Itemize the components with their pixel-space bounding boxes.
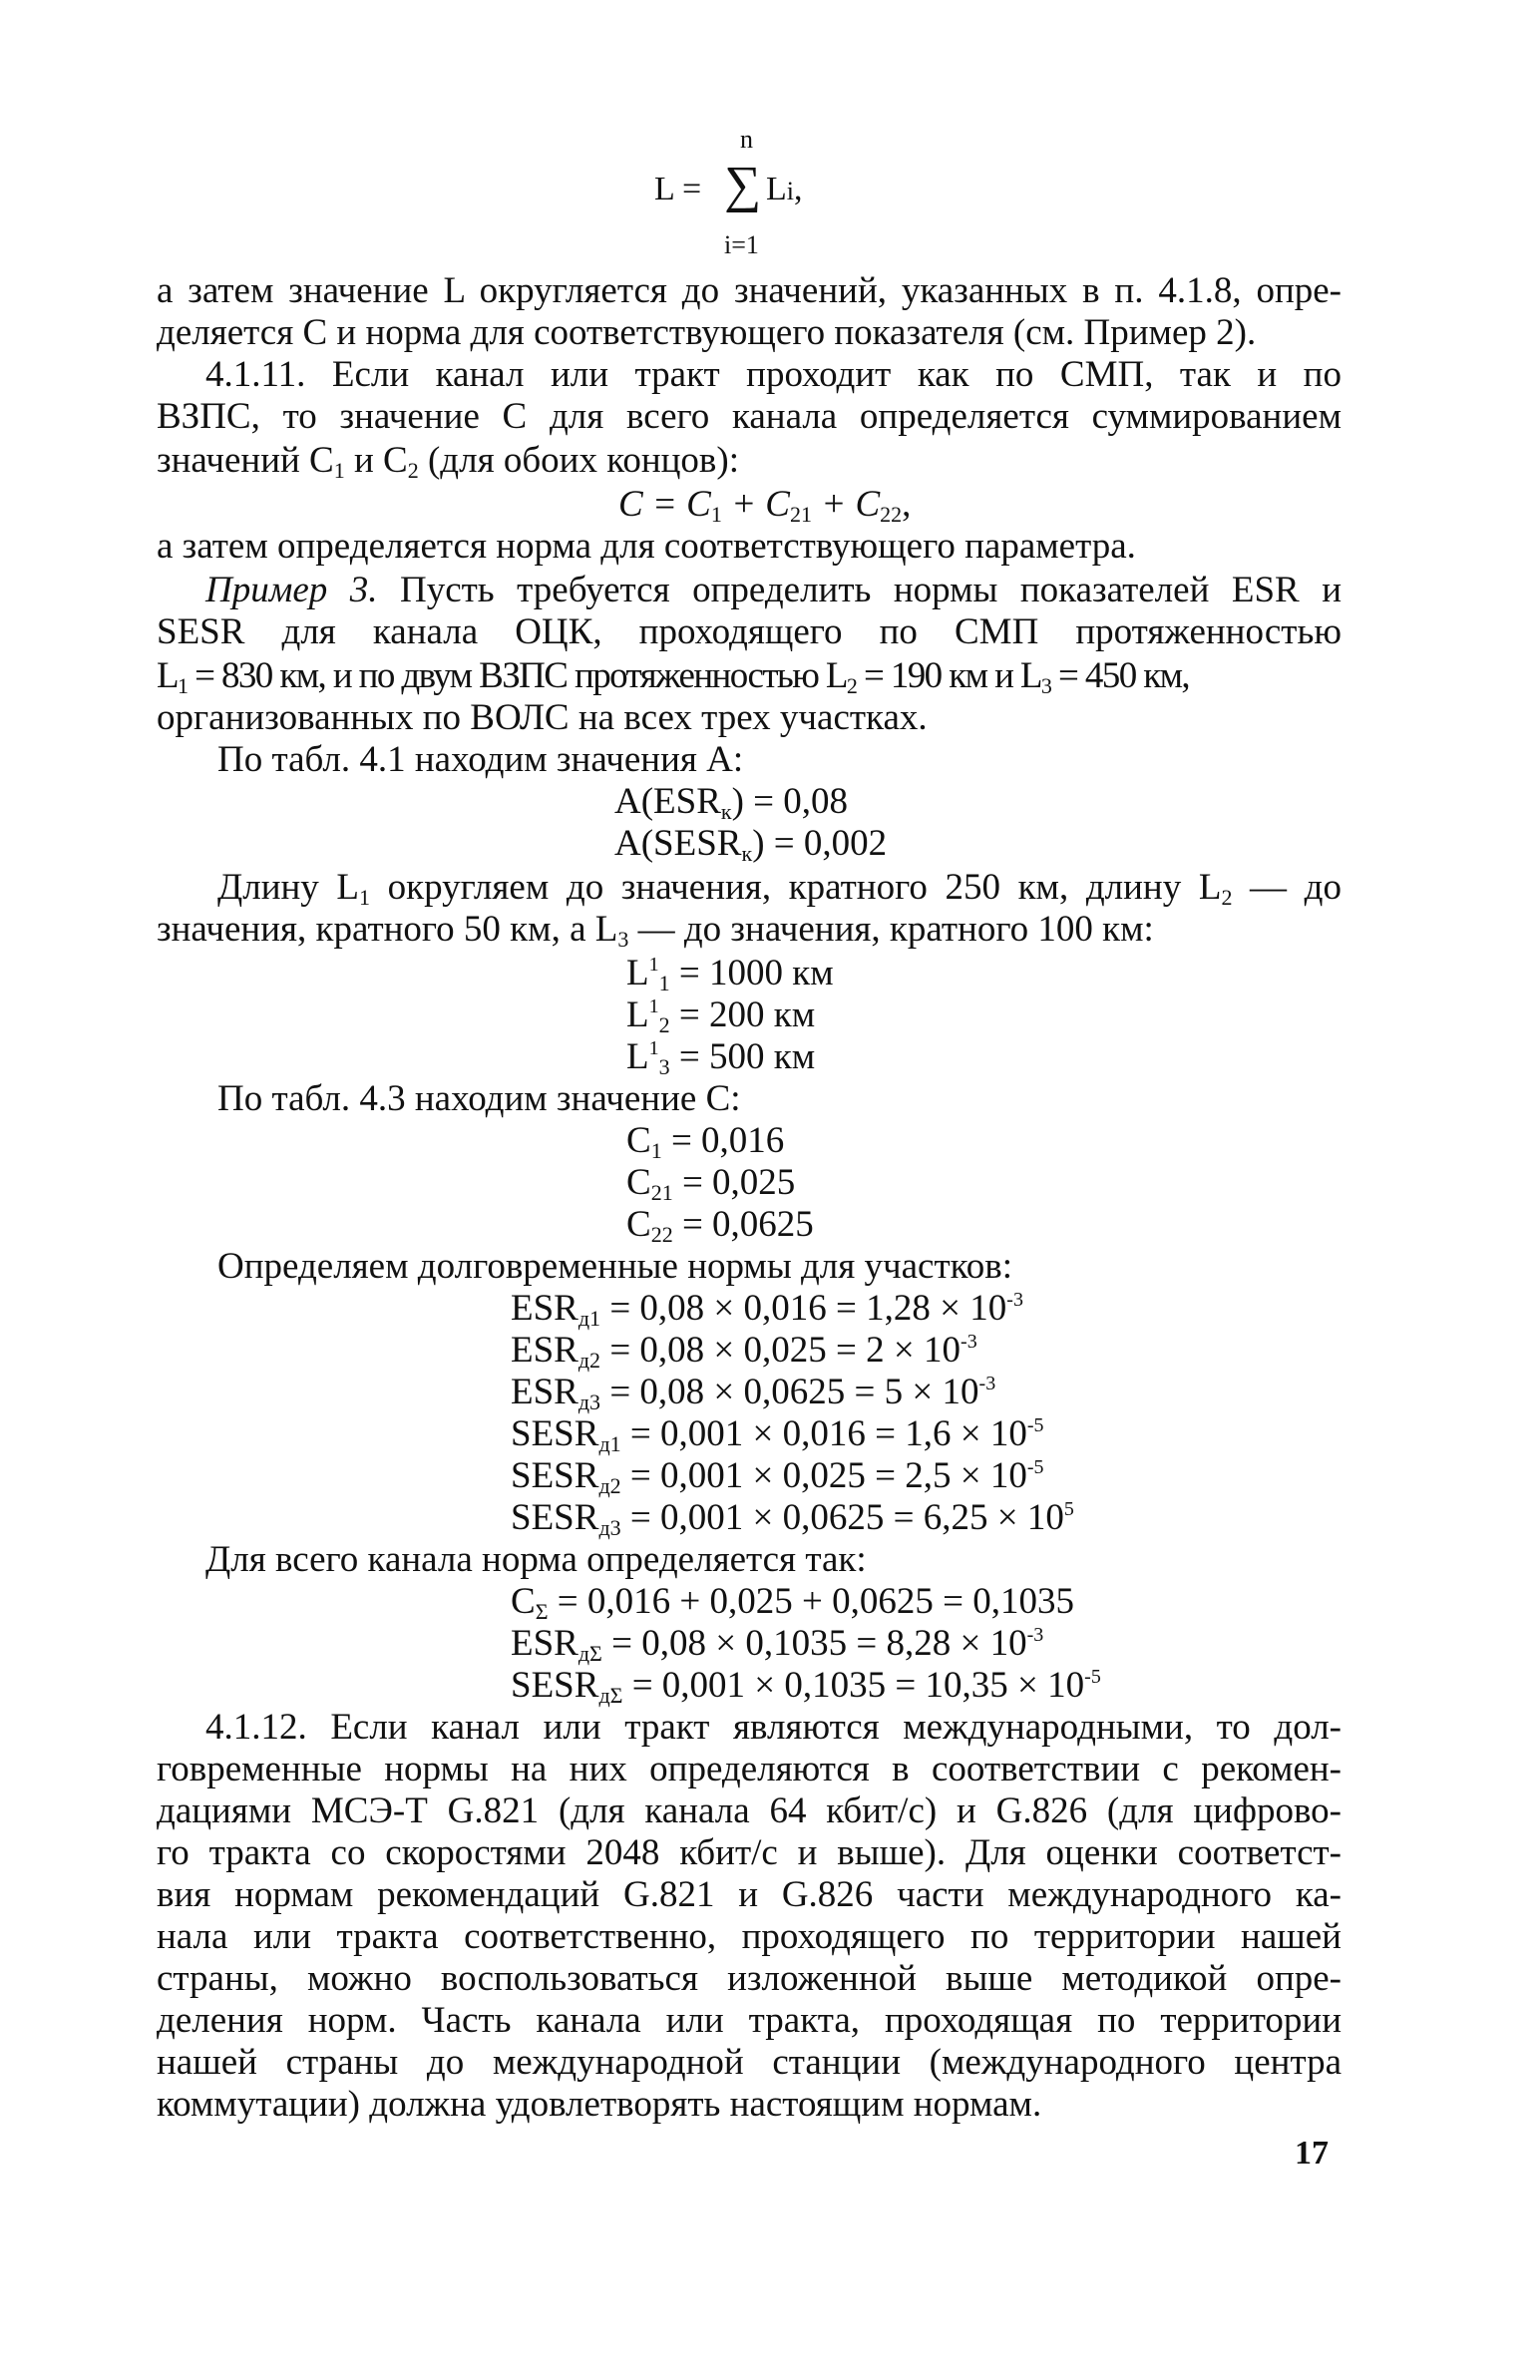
equation-sesr-d1: $SESR_{д1} = 0,001 \times 0,016 = 1,6 \times 10^{-5}$ (511, 1413, 1044, 1456)
equation-a-esr: $A(ESR_к) = 0,08$ (614, 781, 849, 824)
equation-esr-total: $ESR_{д\Sigma} = 0,08 \times 0,1035 = 8,28 \times 10^{-3}$ (511, 1623, 1044, 1666)
text-line: значений $C_1$ и $C_2$ (для обоих концов): (157, 440, 739, 483)
text-line: По табл. 4.1 находим значения A: (217, 739, 744, 780)
text-line: По табл. 4.3 находим значение C: (217, 1078, 741, 1119)
equation-esr-d2: $ESR_{д2} = 0,08 \times 0,025 = 2 \times 10^{-3}$ (511, 1330, 977, 1373)
sum-lhs: L = (654, 171, 702, 207)
text-line: нала или тракта соответственно, проходящего по территории нашей (157, 1916, 1342, 1957)
text-line: а затем определяется норма для соответствующего параметра. (157, 526, 1136, 567)
text-line: Длину $L_1$ округляем до значения, кратного 250 км, длину $L_2$ — до (217, 867, 1342, 910)
equation-c22: $C_{22} = 0,0625$ (626, 1204, 814, 1247)
equation-c-total: $C_\Sigma = 0,016 + 0,025 + 0,0625 = 0,1035$ (511, 1581, 1074, 1624)
section-4-1-12-line: 4.1.12. Если канал или тракт являются международными, то дол- (205, 1707, 1342, 1748)
equation-esr-d3: $ESR_{д3} = 0,08 \times 0,0625 = 5 \times 10^{-3}$ (511, 1372, 996, 1414)
text-line: ВЗПС, то значение C для всего канала определяется суммированием (157, 396, 1342, 437)
equation-sesr-d2: $SESR_{д2} = 0,001 \times 0,025 = 2,5 \times 10^{-5}$ (511, 1455, 1044, 1498)
text-line: го тракта со скоростями 2048 кбит/с и выше). Для оценки соответст- (157, 1832, 1342, 1873)
text-line: SESR для канала ОЦК, проходящего по СМП протяженностью (157, 611, 1342, 652)
example-label: Пример 3. (205, 570, 378, 610)
text-line: нашей страны до международной станции (международного центра (157, 2042, 1342, 2083)
equation-sesr-d3: $SESR_{д3} = 0,001 \times 0,0625 = 6,25 \times 10^5$ (511, 1497, 1074, 1540)
equation-l3-rounded: $L^1_3 = 500$ км (626, 1036, 816, 1079)
sum-upper-limit: n (740, 125, 753, 154)
text-line: коммутации) должна удовлетворять настоящим нормам. (157, 2084, 1042, 2125)
sigma-symbol: ∑ (724, 157, 762, 213)
sum-term: Li, (766, 171, 803, 207)
equation-c-sum: $C = C_1 + C_{21} + C_{22}$, (618, 484, 912, 527)
text-line: значения, кратного 50 км, а $L_3$ — до значения, кратного 100 км: (157, 909, 1154, 952)
text-line: говременные нормы на них определяются в соответствии с рекомен- (157, 1749, 1342, 1789)
sum-lower-limit: i=1 (724, 230, 759, 259)
section-4-1-11-line: 4.1.11. Если канал или тракт проходит как по СМП, так и по (205, 354, 1342, 395)
page-number: 17 (1295, 2135, 1329, 2172)
text-line: организованных по ВОЛС на всех трех участках. (157, 697, 928, 738)
text-line: вия нормам рекомендаций G.821 и G.826 части международного ка- (157, 1874, 1342, 1915)
text-line: деляется C и норма для соответствующего показателя (см. Пример 2). (157, 312, 1257, 353)
example-3-line: Пример 3. Пусть требуется определить нормы показателей ESR и (205, 570, 1342, 610)
text-line: Для всего канала норма определяется так: (205, 1539, 867, 1580)
equation-l2-rounded: $L^1_2 = 200$ км (626, 994, 816, 1037)
text-line: Определяем долговременные нормы для участков: (217, 1246, 1012, 1287)
equation-sesr-total: $SESR_{д\Sigma} = 0,001 \times 0,1035 = 10,35 \times 10^{-5}$ (511, 1665, 1101, 1708)
text-line: деления норм. Часть канала или тракта, проходящая по территории (157, 2000, 1342, 2041)
text-line: а затем значение L округляется до значений, указанных в п. 4.1.8, опре- (157, 270, 1342, 311)
text-line: страны, можно воспользоваться изложенной выше методикой опре- (157, 1958, 1342, 1999)
equation-c1: $C_1 = 0,016$ (626, 1120, 785, 1163)
equation-c21: $C_{21} = 0,025$ (626, 1162, 796, 1205)
text-line: дациями МСЭ-Т G.821 (для канала 64 кбит/с) и G.826 (для цифрово- (157, 1790, 1342, 1831)
equation-a-sesr: $A(SESR_к) = 0,002$ (614, 823, 888, 866)
equation-l1-rounded: $L^1_1 = 1000$ км (626, 953, 834, 995)
text-line: $L_1 = 830$ км, и по двум ВЗПС протяженностью $L_2 = 190$ км и $L_3 = 450$ км, (157, 655, 1190, 698)
equation-esr-d1: $ESR_{д1} = 0,08 \times 0,016 = 1,28 \times 10^{-3}$ (511, 1288, 1023, 1331)
